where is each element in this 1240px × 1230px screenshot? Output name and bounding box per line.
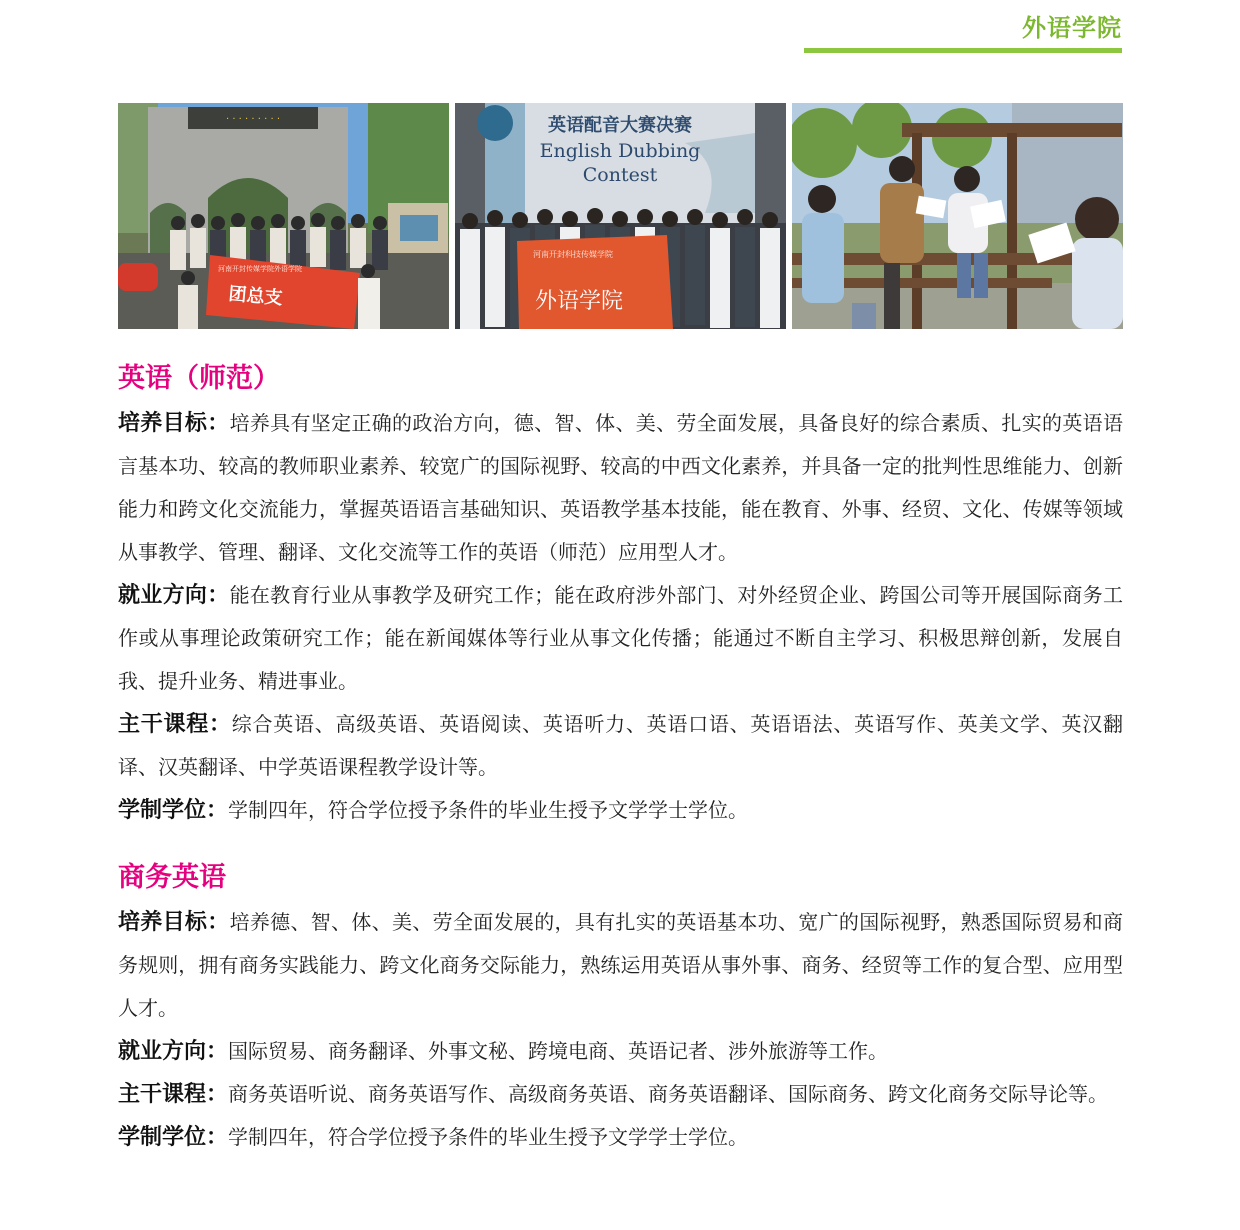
screen-title-en1: English Dubbing [539,140,701,162]
text-training-goal: 培养德、智、体、美、劳全面发展的，具有扎实的英语基本功、宽广的国际视野，熟悉国际贸易和商务规则，拥有商务实践能力、跨文化商务交际能力，熟练运用英语从事外事、商务、经贸等工作的复合型、应用型人才。 [118,910,1123,1020]
label-degree: 学制学位： [118,798,229,823]
section-title-business-english: 商务英语 [118,862,226,893]
text-career: 能在教育行业从事教学及研究工作；能在政府涉外部门、对外经贸企业、跨国公司等开展国际商务工作或从事理论政策研究工作；能在新闻媒体等行业从事文化传播；能通过不断自主学习、积极思辩创新，发展自我、提升业务、精进事业。 [118,583,1123,693]
screen-title-cn: 英语配音大赛决赛 [548,115,692,136]
text-degree: 学制四年，符合学位授予条件的毕业生授予文学学士学位。 [228,1125,749,1149]
para-career [118,574,1123,703]
para-core-courses [118,703,1123,789]
para-training-goal [118,402,1123,574]
para-degree [118,789,1123,832]
svg-text:· · · · · · · · ·: · · · · · · · · · [225,114,281,125]
photo-gate-group [118,103,449,329]
text-core-courses: 商务英语听说、商务英语写作、高级商务英语、商务英语翻译、国际商务、跨文化商务交际导论等。 [228,1082,1109,1106]
para-core-courses [118,1073,1123,1116]
text-training-goal: 培养具有坚定正确的政治方向，德、智、体、美、劳全面发展，具备良好的综合素质、扎实的英语语言基本功、较高的教师职业素养、较宽广的国际视野、较高的中西文化素养，并具备一定的批判性思维能力、创新能力和跨文化交流能力，掌握英语语言基础知识、英语教学基本技能，能在教育、外事、经贸、文化、传媒等领域从事教学、管理、翻译、文化交流等工作的英语（师范）应用型人才。 [118,411,1123,564]
label-career: 就业方向： [118,1039,229,1064]
photo-park-reading [792,103,1123,329]
section-business-english [118,861,1123,1159]
label-degree: 学制学位： [118,1125,229,1150]
header-rule [804,48,1122,53]
text-core-courses: 综合英语、高级英语、英语阅读、英语听力、英语口语、英语语法、英语写作、英美文学、英汉翻译、汉英翻译、中学英语课程教学设计等。 [118,712,1123,779]
para-training-goal [118,901,1123,1030]
text-degree: 学制四年，符合学位授予条件的毕业生授予文学学士学位。 [228,798,749,822]
banner-caption-2: 河南开封科技传媒学院 [533,250,613,259]
banner-text-1: 团总支 [227,283,284,310]
photo-dubbing-contest [455,103,786,329]
text-career: 国际贸易、商务翻译、外事文秘、跨境电商、英语记者、涉外旅游等工作。 [228,1039,889,1063]
college-title: 外语学院 [1022,14,1122,42]
para-career [118,1030,1123,1073]
banner-caption-1: 河南开封传媒学院外语学院 [218,265,302,273]
section-title-english-teaching: 英语（师范） [118,363,280,394]
para-degree [118,1116,1123,1159]
label-training-goal: 培养目标： [118,910,230,935]
banner-text-2: 外语学院 [535,289,624,314]
section-english-teaching [118,362,1123,832]
screen-title-en2: Contest [582,164,658,186]
label-core-courses: 主干课程： [118,712,232,737]
label-training-goal: 培养目标： [118,411,230,436]
label-core-courses: 主干课程： [118,1082,229,1107]
label-career: 就业方向： [118,583,230,608]
